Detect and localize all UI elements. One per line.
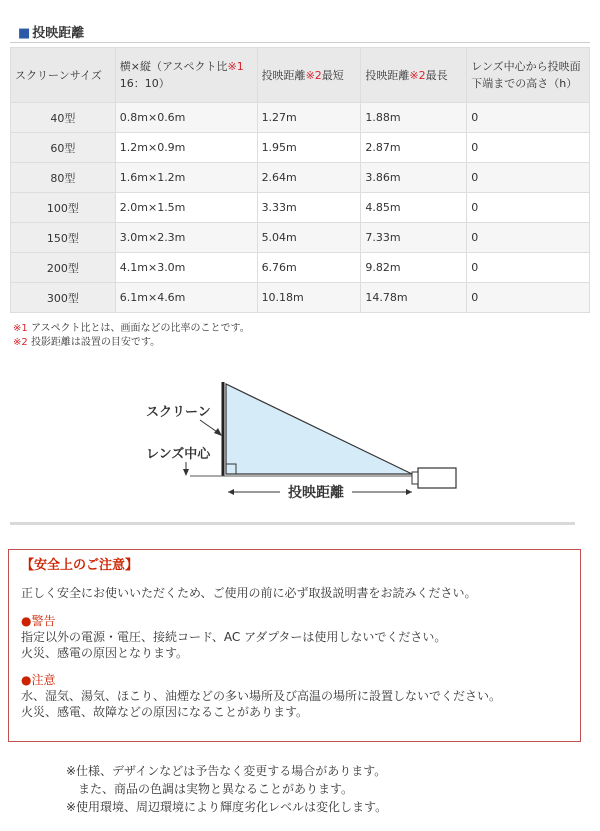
safety-title: 【安全上のご注意】 — [21, 558, 139, 573]
cell-min: 3.33m — [257, 193, 361, 223]
cell-max: 14.78m — [361, 283, 467, 313]
safety-notice — [8, 549, 581, 742]
header-distance-min: 投映距離※2最短 — [257, 48, 361, 103]
table-row — [11, 283, 590, 313]
projection-diagram — [130, 378, 470, 508]
table-row — [11, 163, 590, 193]
caution-heading: ●注意 — [21, 673, 56, 687]
caution-block — [21, 672, 568, 720]
cell-height: 0 — [467, 133, 590, 163]
warning-line: 指定以外の電源・電圧、接続コード、AC アダプターは使用しないでください。 — [21, 630, 447, 644]
footer-notes — [66, 762, 387, 816]
cell-height: 0 — [467, 283, 590, 313]
header-dimensions: 横×縦（アスペクト比※1 16：10） — [115, 48, 257, 103]
cell-min: 6.76m — [257, 253, 361, 283]
cell-size: 200型 — [11, 253, 116, 283]
warning-heading: ●警告 — [21, 614, 56, 628]
cell-min: 1.27m — [257, 103, 361, 133]
lens-leader-arrow — [183, 469, 189, 476]
caution-line: 水、湿気、湯気、ほこり、油煙などの多い場所及び高温の場所に設置しないでください。 — [21, 689, 502, 703]
projection-distance-table — [10, 47, 590, 313]
footer-line: ※仕様、デザインなどは予告なく変更する場合があります。 — [66, 764, 387, 778]
cell-max: 2.87m — [361, 133, 467, 163]
footer-line: また、商品の色調は実物と異なることがあります。 — [78, 782, 354, 796]
section-title-text: 投映距離 — [32, 26, 85, 41]
screen-leader-arrow — [214, 428, 222, 436]
cell-dimensions: 1.2m×0.9m — [115, 133, 257, 163]
cell-max: 4.85m — [361, 193, 467, 223]
cell-min: 2.64m — [257, 163, 361, 193]
section-title — [18, 22, 84, 41]
cell-max: 3.86m — [361, 163, 467, 193]
cell-height: 0 — [467, 193, 590, 223]
distance-arrow-right — [406, 489, 412, 495]
warning-block — [21, 613, 568, 661]
cell-min: 10.18m — [257, 283, 361, 313]
screen-label: スクリーン — [146, 405, 211, 420]
cell-size: 300型 — [11, 283, 116, 313]
cell-max: 1.88m — [361, 103, 467, 133]
table-row — [11, 103, 590, 133]
caution-line: 火災、感電、故障などの原因になることがあります。 — [21, 705, 309, 719]
cell-size: 80型 — [11, 163, 116, 193]
distance-label: 投映距離 — [288, 485, 344, 501]
table-row — [11, 223, 590, 253]
cell-min: 1.95m — [257, 133, 361, 163]
cell-max: 9.82m — [361, 253, 467, 283]
cell-size: 150型 — [11, 223, 116, 253]
cell-dimensions: 0.8m×0.6m — [115, 103, 257, 133]
cell-height: 0 — [467, 253, 590, 283]
header-distance-max: 投映距離※2最長 — [361, 48, 467, 103]
section-marker: ■ — [18, 26, 31, 41]
table-row — [11, 193, 590, 223]
cell-size: 40型 — [11, 103, 116, 133]
cell-height: 0 — [467, 163, 590, 193]
warning-line: 火災、感電の原因となります。 — [21, 646, 189, 660]
cell-height: 0 — [467, 103, 590, 133]
cell-size: 60型 — [11, 133, 116, 163]
footnote-distance: ※2 投影距離は設置の目安です。 — [13, 337, 161, 348]
footer-line: ※使用環境、周辺環境により輝度劣化レベルは変化します。 — [66, 800, 388, 814]
header-screen-size: スクリーンサイズ — [11, 48, 116, 103]
cell-height: 0 — [467, 223, 590, 253]
table-row — [11, 253, 590, 283]
safety-intro: 正しく安全にお使いいただくため、ご使用の前に必ず取扱説明書をお読みください。 — [21, 586, 477, 600]
section-divider — [10, 522, 575, 525]
projection-triangle — [226, 384, 412, 474]
cell-dimensions: 6.1m×4.6m — [115, 283, 257, 313]
lens-icon — [412, 472, 418, 484]
cell-dimensions: 4.1m×3.0m — [115, 253, 257, 283]
lens-center-label: レンズ中心 — [146, 447, 211, 462]
table-row — [11, 133, 590, 163]
footnotes — [13, 322, 250, 350]
cell-dimensions: 2.0m×1.5m — [115, 193, 257, 223]
title-divider — [10, 42, 590, 43]
projector-icon — [418, 468, 456, 488]
footnote-aspect: ※1 アスペクト比とは、画面などの比率のことです。 — [13, 323, 250, 334]
header-lens-height: レンズ中心から投映面下端までの高さ（h） — [467, 48, 590, 103]
distance-arrow-left — [228, 489, 234, 495]
table-header-row — [11, 48, 590, 103]
cell-dimensions: 3.0m×2.3m — [115, 223, 257, 253]
cell-max: 7.33m — [361, 223, 467, 253]
cell-dimensions: 1.6m×1.2m — [115, 163, 257, 193]
cell-min: 5.04m — [257, 223, 361, 253]
cell-size: 100型 — [11, 193, 116, 223]
